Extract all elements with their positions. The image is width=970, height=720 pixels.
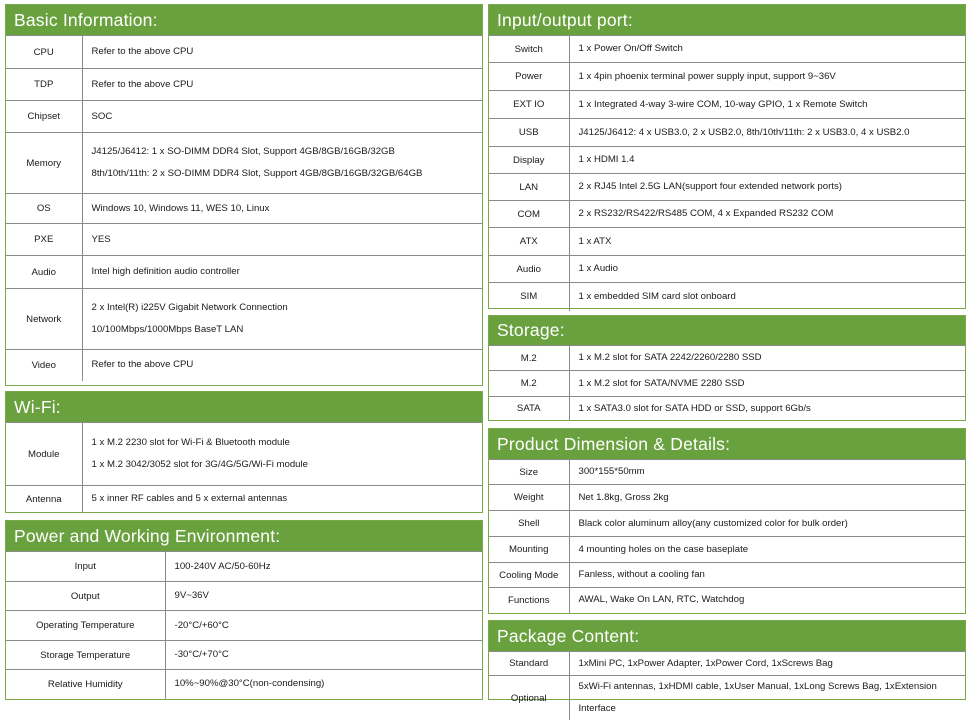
package-content-section bbox=[488, 620, 966, 700]
section-title: Storage: bbox=[489, 316, 965, 345]
row-label: Optional bbox=[489, 676, 569, 720]
value-line: 1 x Audio bbox=[579, 258, 966, 280]
row-label: Shell bbox=[489, 511, 569, 537]
row-label: M.2 bbox=[489, 371, 569, 397]
row-label: COM bbox=[489, 201, 569, 228]
table-row bbox=[6, 133, 482, 194]
row-label: Audio bbox=[489, 256, 569, 283]
value-line: Refer to the above CPU bbox=[92, 74, 483, 96]
row-label: Input bbox=[6, 552, 165, 582]
row-label: Power bbox=[489, 63, 569, 91]
value-line: SOC bbox=[92, 106, 483, 128]
value-line: 1 x M.2 slot for SATA/NVME 2280 SSD bbox=[579, 373, 966, 395]
row-value bbox=[569, 511, 965, 537]
value-line: 1 x M.2 3042/3052 slot for 3G/4G/5G/Wi-Fi module bbox=[92, 454, 483, 476]
row-label: EXT IO bbox=[489, 91, 569, 119]
value-line: Refer to the above CPU bbox=[92, 354, 483, 376]
section-title: Power and Working Environment: bbox=[6, 521, 482, 551]
row-value bbox=[82, 101, 482, 133]
table-row bbox=[489, 652, 965, 676]
power-section bbox=[5, 520, 483, 700]
value-line: J4125/J6412: 4 x USB3.0, 2 x USB2.0, 8th/10th/11th: 2 x USB3.0, 4 x USB2.0 bbox=[579, 122, 966, 144]
spec-table bbox=[489, 35, 965, 311]
row-value bbox=[569, 460, 965, 485]
value-line: 1 x 4pin phoenix terminal power supply input, support 9~36V bbox=[579, 66, 966, 88]
row-value bbox=[82, 423, 482, 486]
row-value bbox=[82, 194, 482, 224]
value-line: 1 x ATX bbox=[579, 231, 966, 253]
table-row bbox=[6, 289, 482, 350]
spec-table bbox=[489, 651, 965, 720]
section-title: Package Content: bbox=[489, 621, 965, 651]
row-label: SATA bbox=[489, 397, 569, 421]
row-label: Relative Humidity bbox=[6, 670, 165, 699]
row-value bbox=[569, 228, 965, 256]
value-line: 1 x SATA3.0 slot for SATA HDD or SSD, support 6Gb/s bbox=[579, 398, 966, 420]
table-row bbox=[489, 283, 965, 311]
table-row bbox=[6, 611, 482, 641]
table-row bbox=[489, 63, 965, 91]
value-line: 10%~90%@30°C(non-condensing) bbox=[175, 673, 483, 695]
section-title: Product Dimension & Details: bbox=[489, 429, 965, 459]
row-label: M.2 bbox=[489, 346, 569, 371]
value-line: YES bbox=[92, 229, 483, 251]
value-line: -20°C/+60°C bbox=[175, 615, 483, 637]
value-line: 9V~36V bbox=[175, 585, 483, 607]
value-line: 5xWi-Fi antennas, 1xHDMI cable, 1xUser Manual, 1xLong Screws Bag, 1xExtension Interface bbox=[579, 676, 966, 720]
row-label: Mounting bbox=[489, 537, 569, 563]
row-label: SIM bbox=[489, 283, 569, 311]
table-row bbox=[6, 670, 482, 699]
value-line: 2 x Intel(R) i225V Gigabit Network Connection bbox=[92, 297, 483, 319]
row-value bbox=[569, 256, 965, 283]
table-row bbox=[6, 582, 482, 611]
row-value bbox=[165, 641, 482, 670]
row-label: Display bbox=[489, 147, 569, 174]
table-row bbox=[6, 101, 482, 133]
section-title: Input/output port: bbox=[489, 5, 965, 35]
value-line: 1 x Integrated 4-way 3-wire COM, 10-way GPIO, 1 x Remote Switch bbox=[579, 94, 966, 116]
value-line: 1 x M.2 slot for SATA 2242/2260/2280 SSD bbox=[579, 347, 966, 369]
spec-table bbox=[6, 422, 482, 513]
input-output-section bbox=[488, 4, 966, 309]
table-row bbox=[489, 485, 965, 511]
row-value bbox=[569, 563, 965, 588]
spec-table bbox=[6, 551, 482, 699]
row-value bbox=[82, 133, 482, 194]
value-line: Black color aluminum alloy(any customized color for bulk order) bbox=[579, 513, 966, 535]
table-row bbox=[6, 641, 482, 670]
row-value bbox=[569, 201, 965, 228]
row-value bbox=[82, 289, 482, 350]
value-line: 300*155*50mm bbox=[579, 461, 966, 483]
value-line: 1 x HDMI 1.4 bbox=[579, 149, 966, 171]
table-row bbox=[489, 228, 965, 256]
table-row bbox=[489, 460, 965, 485]
row-value bbox=[569, 119, 965, 147]
table-row bbox=[489, 371, 965, 397]
value-line: 1 x embedded SIM card slot onboard bbox=[579, 286, 966, 308]
row-value bbox=[569, 91, 965, 119]
row-label: Weight bbox=[489, 485, 569, 511]
section-title: Wi-Fi: bbox=[6, 392, 482, 422]
row-value bbox=[569, 588, 965, 613]
table-row bbox=[489, 147, 965, 174]
spec-table bbox=[489, 459, 965, 613]
row-label: Module bbox=[6, 423, 82, 486]
table-row bbox=[489, 397, 965, 421]
row-label: LAN bbox=[489, 174, 569, 201]
row-value bbox=[569, 63, 965, 91]
row-value bbox=[569, 371, 965, 397]
value-line: J4125/J6412: 1 x SO-DIMM DDR4 Slot, Support 4GB/8GB/16GB/32GB bbox=[92, 141, 483, 163]
row-value bbox=[569, 537, 965, 563]
row-value bbox=[569, 397, 965, 421]
row-label: Size bbox=[489, 460, 569, 485]
table-row bbox=[6, 256, 482, 289]
row-value bbox=[569, 36, 965, 63]
row-label: CPU bbox=[6, 36, 82, 69]
row-value bbox=[569, 676, 965, 720]
value-line: 10/100Mbps/1000Mbps BaseT LAN bbox=[92, 319, 483, 341]
value-line: 8th/10th/11th: 2 x SO-DIMM DDR4 Slot, Support 4GB/8GB/16GB/32GB/64GB bbox=[92, 163, 483, 185]
row-label: Memory bbox=[6, 133, 82, 194]
table-row bbox=[489, 511, 965, 537]
row-label: Output bbox=[6, 582, 165, 611]
value-line: -30°C/+70°C bbox=[175, 644, 483, 666]
row-label: Standard bbox=[489, 652, 569, 676]
table-row bbox=[489, 676, 965, 720]
table-row bbox=[489, 36, 965, 63]
table-row bbox=[489, 563, 965, 588]
product-dimension-section bbox=[488, 428, 966, 614]
table-row bbox=[6, 486, 482, 513]
row-value bbox=[82, 350, 482, 381]
row-label: Antenna bbox=[6, 486, 82, 513]
row-value bbox=[569, 652, 965, 676]
table-row bbox=[489, 346, 965, 371]
table-row bbox=[489, 119, 965, 147]
table-row bbox=[489, 201, 965, 228]
value-line: 1 x M.2 2230 slot for Wi-Fi & Bluetooth module bbox=[92, 432, 483, 454]
value-line: 1xMini PC, 1xPower Adapter, 1xPower Cord, 1xScrews Bag bbox=[579, 653, 966, 675]
row-value bbox=[569, 485, 965, 511]
row-label: Cooling Mode bbox=[489, 563, 569, 588]
value-line: Windows 10, Windows 11, WES 10, Linux bbox=[92, 198, 483, 220]
row-value bbox=[82, 36, 482, 69]
value-line: 1 x Power On/Off Switch bbox=[579, 38, 966, 60]
table-row bbox=[489, 91, 965, 119]
table-row bbox=[6, 552, 482, 582]
table-row bbox=[489, 588, 965, 613]
row-label: Functions bbox=[489, 588, 569, 613]
value-line: Intel high definition audio controller bbox=[92, 261, 483, 283]
value-line: Refer to the above CPU bbox=[92, 41, 483, 63]
table-row bbox=[489, 256, 965, 283]
row-label: Network bbox=[6, 289, 82, 350]
row-label: TDP bbox=[6, 69, 82, 101]
basic-information-section bbox=[5, 4, 483, 386]
value-line: 4 mounting holes on the case baseplate bbox=[579, 539, 966, 561]
row-value bbox=[165, 552, 482, 582]
value-line: 2 x RJ45 Intel 2.5G LAN(support four extended network ports) bbox=[579, 176, 966, 198]
row-label: Operating Temperature bbox=[6, 611, 165, 641]
table-row bbox=[6, 350, 482, 381]
table-row bbox=[6, 423, 482, 486]
row-label: Video bbox=[6, 350, 82, 381]
row-label: ATX bbox=[489, 228, 569, 256]
row-value bbox=[569, 346, 965, 371]
row-value bbox=[82, 256, 482, 289]
row-label: PXE bbox=[6, 224, 82, 256]
table-row bbox=[6, 224, 482, 256]
spec-table bbox=[489, 345, 965, 421]
row-value bbox=[82, 224, 482, 256]
spec-table bbox=[6, 35, 482, 381]
value-line: 2 x RS232/RS422/RS485 COM, 4 x Expanded RS232 COM bbox=[579, 203, 966, 225]
value-line: Fanless, without a cooling fan bbox=[579, 564, 966, 586]
row-label: Switch bbox=[489, 36, 569, 63]
row-label: OS bbox=[6, 194, 82, 224]
table-row bbox=[6, 69, 482, 101]
section-title: Basic Information: bbox=[6, 5, 482, 35]
row-label: Chipset bbox=[6, 101, 82, 133]
row-value bbox=[82, 69, 482, 101]
value-line: 100-240V AC/50-60Hz bbox=[175, 556, 483, 578]
value-line: Net 1.8kg, Gross 2kg bbox=[579, 487, 966, 509]
wifi-section bbox=[5, 391, 483, 513]
table-row bbox=[489, 537, 965, 563]
table-row bbox=[6, 194, 482, 224]
row-value bbox=[165, 670, 482, 699]
row-value bbox=[569, 174, 965, 201]
table-row bbox=[489, 174, 965, 201]
row-label: Storage Temperature bbox=[6, 641, 165, 670]
storage-section bbox=[488, 315, 966, 421]
row-label: USB bbox=[489, 119, 569, 147]
row-value bbox=[569, 283, 965, 311]
row-value bbox=[165, 611, 482, 641]
row-label: Audio bbox=[6, 256, 82, 289]
row-value bbox=[569, 147, 965, 174]
value-line: AWAL, Wake On LAN, RTC, Watchdog bbox=[579, 589, 966, 611]
value-line: 5 x inner RF cables and 5 x external antennas bbox=[92, 488, 483, 510]
row-value bbox=[165, 582, 482, 611]
row-value bbox=[82, 486, 482, 513]
table-row bbox=[6, 36, 482, 69]
